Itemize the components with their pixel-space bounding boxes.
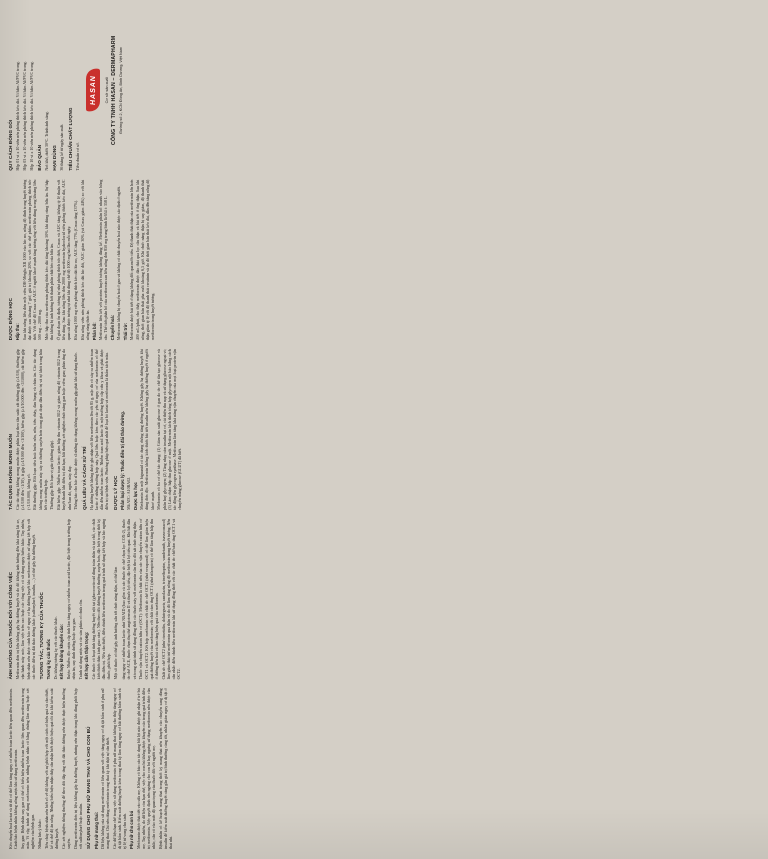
subsection-heading: Chuyển hoá:	[110, 314, 116, 341]
paragraph: Một số thuốc có thể gây ảnh hưởng xấu tới chức năng thận, có thể làm	[113, 566, 118, 680]
subsection-heading: Kết hợp cần thận trọng:	[84, 631, 90, 680]
paragraph: Tránh sử dụng rượu và các sản phẩm có chứa cồn.	[77, 599, 83, 680]
paragraph: Metformin là một biguanid có tác dụng chống tăng đường huyết. Không gây hạ đường huyết khi dùng đơn độc. Metformin không kích thích bài tiết insulin nên không gây hạ đường huyết ở người khoẻ mạnh.	[139, 349, 155, 510]
paragraph: Thuốc vận chuyển cation hữu cơ (OCT): Metformin là chất nền của các vận chuyển cation hữu cơ OCT1 và OCT2. Kết hợp metformin với chất ức chế OCT1 (như verapamil) có thể làm giảm hiệu quả đường huyết của metformin; với chất cảm ứng OCT1 (như rifampicin) có thể làm tăng hấp thu ở đường tiêu hoá và làm tăng hiệu quả của metformin.	[138, 518, 159, 680]
subsection-heading: Kết hợp không khuyến cáo:	[59, 624, 65, 680]
paragraph: Bệnh nhân có kế hoạch mang thai trong thời kỳ mang thai nên khuyến cáo chuyển sang dùng insulin để kiểm soát đường huyết càng gần giá trị bình thường càng tốt, nhằm giảm nguy cơ dị tật ở thai nhi.	[157, 688, 174, 849]
section-heading: BẢO QUẢN	[36, 144, 42, 171]
section-adverse-effects	[8, 349, 79, 510]
section-shelf-life	[52, 10, 64, 171]
paragraph: 36 tháng kể từ ngày sản xuất.	[59, 123, 65, 171]
paragraph: Dữ liệu không của sử dụng metformin có liên quan với việc tăng nguy cơ dị tật bẩm sinh ở phụ nữ mang thai. Chỉ nên dùng metformin trong thai kỳ khi thật sự cần thiết.	[100, 688, 111, 849]
section-heading: TÁC DỤNG KHÔNG MONG MUỐN	[8, 433, 13, 510]
paragraph: Suy gan: Bệnh nhân suy gan có thể có biểu hiện nhiễm toan lactic liên quan đến metformin trong máu. Vì vậy, tránh sử dụng metformin trên những bệnh nhân có bằng chứng lâm sàng hoặc xét nghiệm của bệnh gan.	[19, 688, 36, 849]
paragraph: tăng nguy cơ nhiễm toan lactic như NSAID (bao gồm cả các thuốc ức chế chọn lọc COX-2), thuốc ức chế ACE, thuốc chẹn thụ thể angiotensin II và thuốc lợi tiểu, đặc biệt là lợi tiểu quai. Khi bắt đầu và trong quá trình sử dụng đồng thời các thuốc này với metformin cần theo dõi sát chức năng thận.	[121, 518, 137, 680]
paragraph: Rất thường gặp: Rối loạn tiêu hoá: buồn nôn, nôn, tiêu chảy, đau bụng và chán ăn. Các tác dụng không mong muốn này xảy ra thường xuyên hơn trong giai đoạn đầu điều trị và tự khỏi trong hầu hết các trường hợp.	[32, 349, 48, 510]
subsection-heading: Hấp thu:	[15, 323, 21, 341]
section-heading: QUÁ LIỀU VÀ CÁCH XỬ TRÍ	[81, 446, 87, 510]
paragraph: Các tác dụng không mong muốn được phân loại theo tần suất: rất thường gặp (≥1/10), thường gặp (≥1/100 đến <1/10), ít gặp (≥1/1000 đến <1/100), hiếm gặp (≥1/10.000 đến <1/1000), rất hiếm gặp (<1/10.000), không rõ.	[15, 349, 31, 510]
leaflet-columns	[8, 10, 758, 849]
paragraph: Metformin được bài tiết ở dạng không đổi qua nước tiểu. Độ thanh thải thận của metformin lớn hơn 400 mL/phút, cho thấy metformin được đào thải qua lọc cầu thận và bài tiết ở ống thận. Sau khi uống, thời gian bán thải pha cuối khoảng 6,5 giờ. Khi chức năng thận bị suy giảm, độ thanh thải thận giảm tỷ lệ với độ thanh thải creatinin và do đó thời gian bán thải kéo dài, dẫn đến tăng nồng độ metformin trong huyết tương.	[129, 179, 156, 341]
paragraph: Metformin được thải tiết vào sữa mẹ. Không có báo cáo tác dụng bất lợi nào được ghi nhận ở trẻ bú mẹ. Tuy nhiên, do dữ liệu còn hạn chế, việc cho con bú không được khuyến cáo trong quá trình điều trị metformin. Việc quyết định nên ngưng cho con bú hay ngưng sử dụng metformin nên được cân nhắc, cân có vào mức độ quan trọng của thuốc đối với người mẹ.	[135, 688, 157, 849]
section-driving-machinery	[8, 519, 36, 680]
section-pregnancy-lactation	[86, 688, 173, 849]
paragraph: Mã ATC: A10BA02.	[126, 476, 132, 510]
paragraph: Hạ đường huyết không được ghi nhận với liều metformin lên tới 85 g, mặc dù có xảy ra nhiễm toan lactic ở những trường hợp này. Quá liều hoặc kèm theo các yếu tố nguy cơ của metformin có thể dẫn đến nhiễm toan lactic. Nhiễm toan acid lactic là một trường hợp cấp cứu y khoa và phải được điều trị tại bệnh viện. Phương pháp hiệu quả nhất để loại bỏ lactat và metformin là thẩm tách máu.	[88, 349, 110, 510]
paragraph: Metformin liên kết với protein huyết tương không đáng kể. Metformin phân bố nhanh vào hồng cầu. Thể tích phân bố của metformin sau liều uống đơn 850 mg trung bình là 654 ± 358 L.	[98, 179, 109, 341]
paragraph: Các thuốc có hoạt tính tăng đường huyết nội tại (glucocorticoid dùng toàn thân và tại chỗ, các chất kích thích thần kinh giao cảm). Nên theo dõi đường huyết thường xuyên hơn, đặc biệt trong thời kỳ đầu điều trị. Nếu cần thiết, điều chỉnh liều metformin trong quá trình sử dụng kết hợp và lúc ngưng thuốc, phối hợp.	[90, 518, 112, 680]
manufacturer-name: CÔNG TY TNHH HASAN – DERMAPHARM	[110, 35, 117, 145]
subsection-heading: Phân bố:	[91, 322, 97, 341]
section-heading: SỬ DỤNG CHO PHỤ NỮ MANG THAI VÀ CHO CON BÚ	[86, 726, 92, 849]
paragraph: Sau khi uống liều đơn một viên DH-Metglu XR 1000 vào lúc no, nồng độ đỉnh trong huyết tương đạt được sau khoảng 7 giờ, giá trị khoảng 20% so với các chế phẩm metformin phóng thích tức thời. Với chế độ Cmax và AUC ở người khoẻ mạnh tăng tương ứng với liều dùng trong khoảng liều 500 mg – 2000 mg.	[21, 179, 43, 341]
section-heading: DƯỢC LÝ HỌC	[112, 475, 118, 510]
paragraph: Các xét nghiệm thông thường để theo dõi đáp ứng với đái tháo đường nên được thực hiện thường xuyên.	[61, 688, 72, 849]
hasan-logo-icon: HASAN	[86, 67, 100, 113]
paragraph: Hộp 03 vỉ x 10 viên nén phóng thích kéo dài. Vỉ bấm Al/PVC trong.	[21, 61, 27, 171]
paragraph: Thông báo cho bác sĩ hoặc dược sĩ những tác dụng không mong muốn gặp phải khi sử dụng thuốc.	[73, 351, 79, 510]
section-heading: DƯỢC ĐỘNG HỌC	[8, 298, 13, 341]
section-overdose	[82, 349, 110, 510]
section-pharmacokinetics	[8, 180, 155, 341]
paragraph: Hộp 10 vỉ x 10 viên nén phóng thích kéo dài. Vỉ bấm Al/PVC trong.	[28, 61, 34, 171]
paragraph: Chất ức chế OCT2 (như cimetidin, dolutegravir, ranolazin, trimethoprim, vandetanib, isavuconazol) làm giảm thải trừ metformin qua thận và do đó làm tăng nồng độ metformin trong huyết tương. Nên cân nhắc điều chỉnh liều metformin khi sử dụng đồng thời với các chất ức chế/cảm ứng OCT1 và OCT2.	[160, 518, 182, 680]
paragraph: Khi uống 1000 mg viên phóng thích kéo dài lúc no, AUC tăng 77% (Cmax tăng 137%).	[73, 199, 79, 341]
section-heading: TIÊU CHUẨN CHẤT LƯỢNG	[67, 107, 73, 171]
subsection-heading: Tương kỵ của thuốc	[46, 638, 52, 680]
paragraph: Các dữ liệu hạn chế trong việc sử dụng metformin ở phụ nữ mang thai không cho thấy tăng nguy cơ dị tật bẩm sinh. Kiểm soát đường huyết kém trong thai kỳ làm tăng nguy cơ bất thường bẩm sinh và tỷ lệ tử vong chu sinh.	[112, 688, 128, 849]
section-interactions-continued	[121, 519, 181, 680]
paragraph: Dùng metformin đơn trị liệu không gây hạ đường huyết, nhưng nên thận trọng khi dùng phối hợp với sulfonylurê hoặc insulin.	[73, 688, 84, 849]
paragraph: Tiêu chảy bệnh nhân nên biết rõ về độ không với sự phối hợp với một cách có hiệu quả và cần thiết, kể cả chế độ ăn uống. Những biểu hiện nhận thấy cần nhận biết được hiệu quả tối đa khi kiểm soát đường huyết.	[43, 688, 60, 849]
section-heading: TƯƠNG TÁC, TƯƠNG KỴ CỦA THUỐC	[38, 592, 44, 680]
paragraph: Hộp 01 vỉ x 10 viên nén phóng thích kéo dài. Vỉ bấm Al/PVC trong.	[15, 61, 21, 171]
section-heading: QUY CÁCH ĐÓNG GÓI	[8, 119, 13, 171]
paragraph: Metformin có ba cơ chế tác dụng: (1) Giảm sản xuất glucose ở gan do ức chế tân tạo glucose và phân huỷ glycogen; (2) Tăng nhạy cảm insulin tại cơ, cải thiện thu nạp và sử dụng glucose ngoại vi; (3) Làm chậm hấp thu glucose ở ruột. Metformin kích thích tổng hợp glycogen nội bào bằng cách tác động lên glycogen synthase. Metformin làm tăng khả năng vận chuyển của mọi loại protein vận chuyển màng glucose (GLUT) đã biết.	[156, 349, 183, 510]
subsection-heading: Phụ nữ cho con bú	[129, 810, 135, 849]
section-pharmacology	[113, 349, 183, 510]
paragraph: Mức hấp thu của metformin phóng thích kéo dài tăng khoảng 50% khi dùng cùng bữa ăn. Sự hấp thu không bị ảnh hưởng bởi thành phần chất béo của bữa ăn.	[44, 179, 55, 341]
hasan-logo-wrap	[86, 10, 103, 171]
section-heading: ẢNH HƯỞNG CỦA THUỐC ĐỐI VỚI CÔNG VIỆC	[8, 571, 13, 680]
section-packaging	[8, 10, 34, 171]
paragraph: Thường gặp: Rối loạn vị giác (thường gặp).	[49, 439, 55, 510]
manufacturer-block	[86, 10, 124, 171]
section-intro	[8, 688, 83, 849]
section-storage	[37, 10, 49, 171]
paragraph: Những lưu ý khác:	[37, 819, 43, 849]
manufacturer-label: Cơ sở sản xuất	[105, 77, 110, 104]
subsection-heading: Phụ nữ mang thai:	[93, 812, 99, 849]
section-quality-standard	[68, 10, 80, 171]
section-heading: HẠN DÙNG	[52, 145, 58, 171]
paragraph: Kéo chuyển hoá lactat và từ đó có thể làm tăng nguy cơ nhiễm toan lactic liên quan đến metformin. Cảnh báo bệnh nhân không uống rượu khi sử dụng metformin.	[8, 688, 19, 849]
subsection-heading: Dược lực học	[133, 482, 138, 510]
section-interactions	[39, 519, 118, 680]
manufacturer-address: Đường số 2, KCN Đồng An, Bình Dương, Việt Nam	[119, 47, 124, 134]
paragraph: Metformin đơn trị liệu không gây hạ đường huyết và do đó không ảnh hưởng đến khả năng lái xe, vận hành máy móc, làm việc trên cao hoặc các công việc có sử dụng nguy hiểm khác. Tuy nhiên, bệnh nhân nên được cảnh báo về nguy cơ hạ đường huyết khi metformin được sử dụng kết hợp với các thuốc điều trị đái tháo đường khác (sulfonylurê, insulin, ...) có thể gây hạ đường huyết.	[15, 518, 36, 680]
paragraph: Ở giai đoạn ổn định, tương tự như phóng thích tức thời, Cmax và AUC tăng không tỷ lệ thuận với liều dùng. Sau khi uống liều đơn 2000 mg metformin hydroclorid viên phóng thích kéo dài, AUC quan sát được tương tự như khi dùng chế độ 1000 mg hai lần mỗi ngày.	[56, 179, 72, 341]
paragraph: Nơi khô, dưới 30°C. Tránh ánh sáng.	[44, 111, 50, 171]
paragraph: Rượu: Nhiễm độc rượu cấp tính làm tăng nguy cơ nhiễm toan acid lactic, đặc biệt trong trường hợp nhịn ăn, suy dinh dưỡng hoặc suy gan.	[65, 518, 76, 680]
paragraph: Metformin không bị chuyển hoá ở gan và không có chất chuyển hoá nào được xác định ở người.	[116, 186, 122, 341]
subsection-heading: Phân loại dược lý: Thuốc điều trị đái tháo đường.	[119, 411, 125, 510]
paragraph: Tiêu chuẩn cơ sở.	[74, 142, 80, 171]
paragraph: Khi uống viên nén phóng thích kéo dài lúc đói, AUC giảm 30% (và Cmax giảm 44%) so với khi uống cùng thức ăn.	[79, 179, 91, 341]
paragraph: Rất hiếm gặp: Nhiễm toan lactic; giảm hấp thu vitamin B12 và giảm nồng độ vitamin B12 trong huyết thanh khi điều trị dài hạn; bất thường xét nghiệm chức năng gan hoặc viêm gan; phản ứng da như ban đỏ, ngứa, mày đay.	[56, 349, 72, 510]
paragraph: Do không tương kỵ với các thuốc khác.	[52, 616, 58, 680]
subsection-heading: Thải trừ:	[123, 322, 129, 341]
